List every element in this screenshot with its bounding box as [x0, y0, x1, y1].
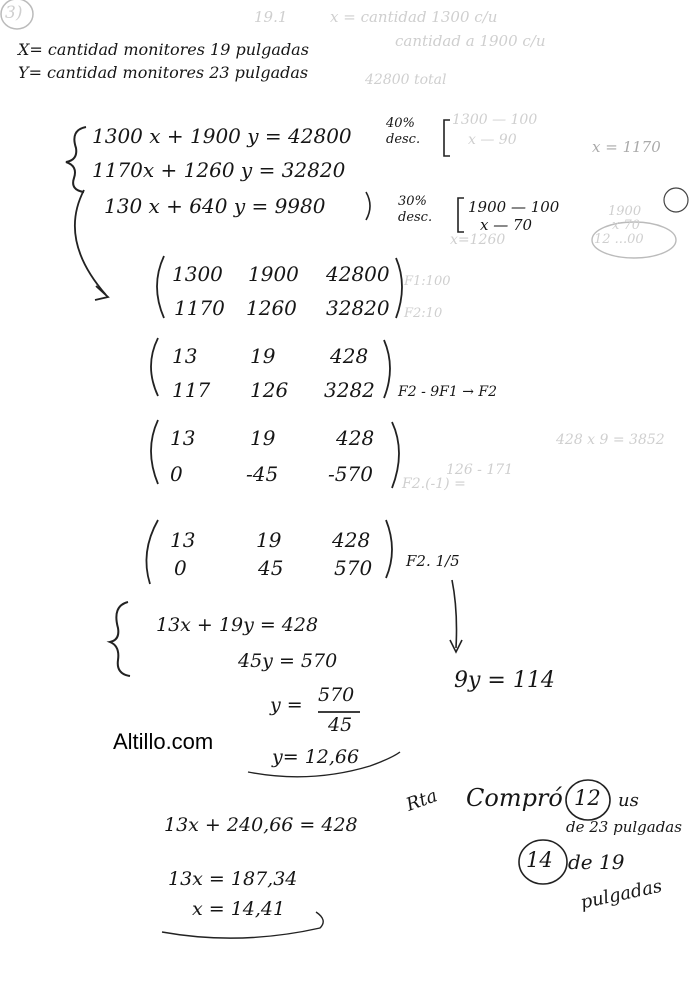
m2-r2c2: 126: [250, 378, 289, 402]
calc40-line2: x — 90: [468, 132, 517, 148]
m3-r2c3: -570: [328, 462, 373, 486]
arrow-head: [95, 286, 108, 300]
m4-r2c1: 0: [174, 556, 187, 580]
system2-eq3-left: y =: [270, 694, 303, 716]
m4-r1c2: 19: [256, 528, 282, 552]
m1-r1c3: 42800: [326, 262, 390, 286]
m4-r1c3: 428: [332, 528, 371, 552]
faint-note-4: 42800 total: [365, 72, 447, 88]
answer-text1: Compró: [466, 784, 563, 812]
m3-left: [151, 420, 158, 484]
system2-eq4: y= 12,66: [272, 746, 360, 768]
altillo-watermark: Altillo.com: [113, 729, 214, 754]
m1-r2c1: 1170: [174, 296, 225, 320]
m4-op: F2. 1/5: [406, 552, 460, 570]
m3-right: [392, 422, 399, 488]
answer-text2: us: [618, 790, 639, 811]
faint-note-3: cantidad a 1900 c/u: [395, 32, 546, 50]
m4-r1c1: 13: [170, 528, 196, 552]
calc40-result: x = 1170: [592, 138, 661, 156]
arrow-down: [452, 580, 457, 648]
m2-r2c1: 117: [172, 378, 211, 402]
m2-left: [151, 338, 158, 396]
m1-r1c2: 1900: [248, 262, 299, 286]
m2-op: F2 - 9F1 → F2: [398, 384, 498, 400]
calc30-line2: x — 70: [480, 216, 533, 234]
system1-eq2: 1170x + 1260 y = 32820: [92, 158, 346, 182]
m2-r2c3: 3282: [324, 378, 375, 402]
system1-eq1: 1300 x + 1900 y = 42800: [92, 124, 352, 148]
mult-line1: 1900: [608, 204, 642, 219]
solve-x-line1: 13x + 240,66 = 428: [164, 814, 358, 836]
calc30-bracket: [458, 198, 464, 232]
m4-r2c2: 45: [258, 556, 284, 580]
faint-note-2: x = cantidad 1300 c/u: [330, 8, 498, 26]
calc40-bracket: [444, 120, 450, 156]
m1-r2c3: 32820: [326, 296, 390, 320]
m1-op: F1:100 F2:10: [404, 274, 451, 321]
system1-brace: [66, 127, 86, 192]
m3-op: F2.(-1) =: [402, 476, 466, 492]
m4-right: [386, 520, 392, 578]
m3-r1c2: 19: [250, 426, 276, 450]
system2-eq1: 13x + 19y = 428: [156, 614, 319, 636]
side-calc-1: 428 x 9 = 3852: [556, 432, 665, 448]
definition-x: X= cantidad monitores 19 pulgadas: [18, 40, 309, 59]
mult-line2: x 70: [612, 218, 641, 233]
answer-text3: de 23 pulgadas: [566, 818, 682, 836]
discount30-label: 30% desc.: [398, 194, 433, 225]
system2-eq3-num: 570: [318, 684, 355, 706]
m3-r1c1: 13: [170, 426, 196, 450]
calc40-line1: 1300 — 100: [452, 112, 538, 128]
answer-text4: de 19: [568, 850, 625, 874]
answer-prefix: Rta: [403, 785, 441, 816]
arrow-to-matrix: [75, 190, 106, 295]
m3-r2c1: 0: [170, 462, 183, 486]
mult-line3: 12 ...00: [594, 232, 644, 247]
solve-x-line2: 13x = 187,34: [168, 868, 298, 890]
m4-r2c3: 570: [334, 556, 373, 580]
m2-right: [384, 340, 390, 398]
definition-y: Y= cantidad monitores 23 pulgadas: [18, 63, 309, 82]
system1-eq3: 130 x + 640 y = 9980: [104, 194, 326, 218]
faint-note-1: 19.1: [254, 8, 288, 26]
answer-text5: pulgadas: [578, 875, 664, 914]
system2-brace: [110, 602, 130, 676]
system2-eq2: 45y = 570: [238, 650, 338, 672]
m2-r1c1: 13: [172, 344, 198, 368]
calc30-result: x=1260: [450, 232, 506, 248]
side-calc-2: 126 - 171: [446, 462, 514, 478]
m4-left: [146, 520, 158, 584]
eq3-paren: [366, 192, 370, 220]
discount40-label: 40% desc.: [386, 116, 421, 147]
m1-r1c1: 1300: [172, 262, 223, 286]
problem-number: 3): [5, 3, 23, 23]
result-9y: 9y = 114: [454, 668, 555, 693]
circle-plus: [664, 188, 688, 212]
m3-r1c3: 428: [336, 426, 375, 450]
calc30-line1: 1900 — 100: [468, 198, 560, 216]
system2-eq3-den: 45: [328, 714, 353, 736]
solve-x-line3: x = 14,41: [192, 898, 286, 920]
m1-left: [157, 256, 164, 318]
answer-num2: 14: [526, 848, 553, 872]
m1-r2c2: 1260: [246, 296, 297, 320]
m2-r1c3: 428: [330, 344, 369, 368]
answer-num1: 12: [574, 786, 601, 810]
m1-right: [396, 258, 402, 318]
m3-r2c2: -45: [246, 462, 279, 486]
m2-r1c2: 19: [250, 344, 276, 368]
